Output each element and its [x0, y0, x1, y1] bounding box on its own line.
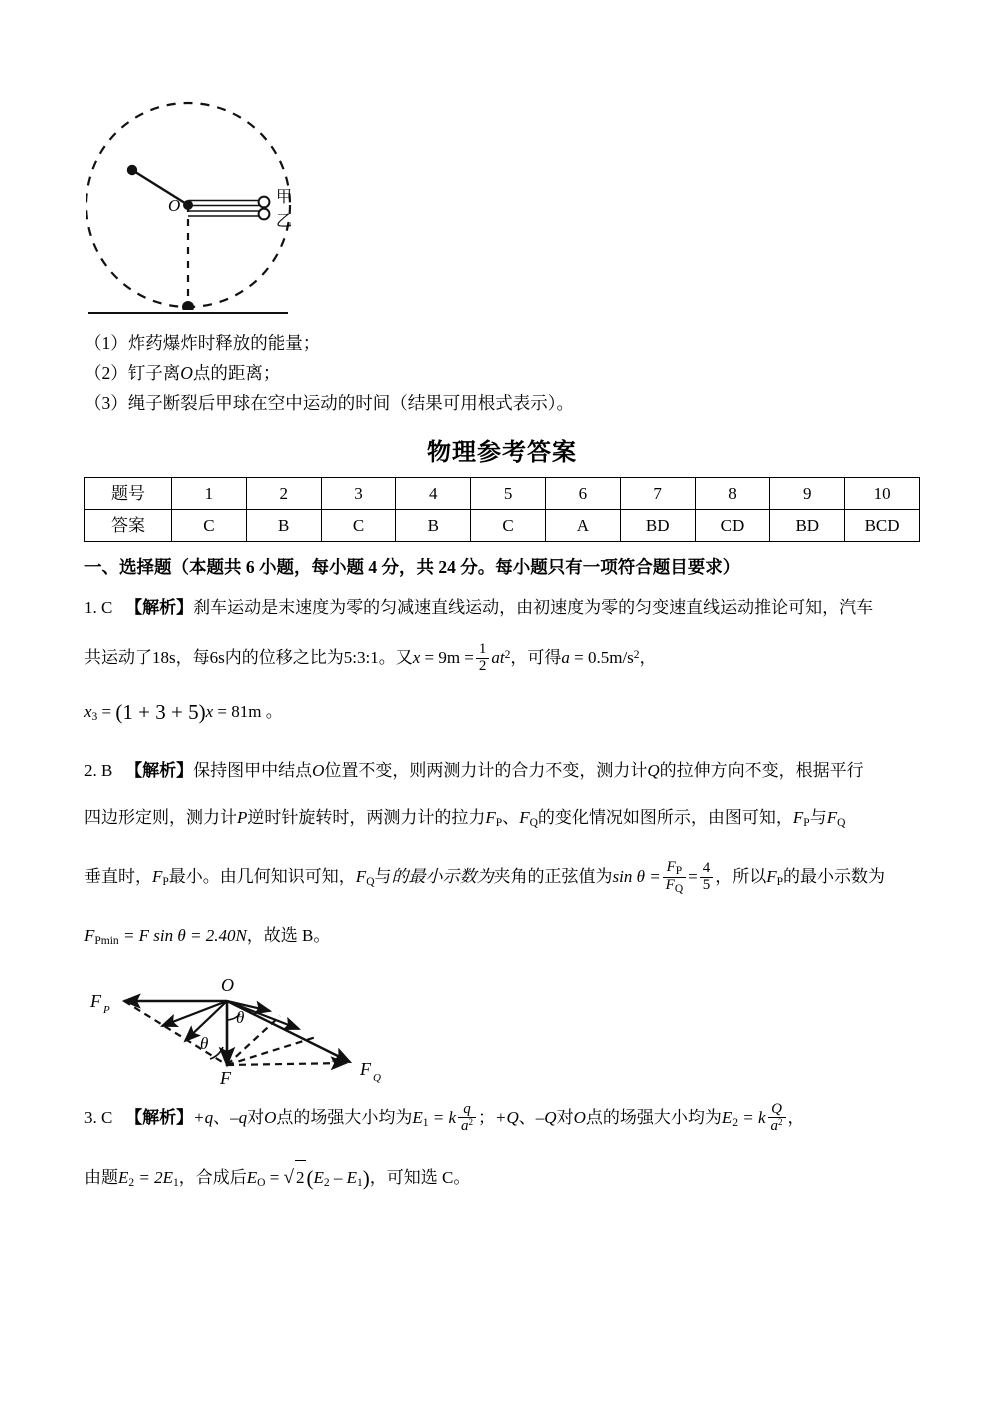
question-item-1 [84, 328, 920, 358]
label-O: O [168, 196, 181, 215]
s1-at: at [491, 648, 505, 667]
s2-l1-b: 位置不变，则两测力计的合力不变，测力计 [324, 761, 648, 781]
s2-l1-var-Q: Q [647, 761, 660, 781]
dashed-F-to-FQ [227, 1063, 346, 1065]
s2-l3-fq-sub: Q [366, 876, 375, 889]
solution-1-answer: C [101, 598, 113, 617]
label-FP: F [90, 991, 101, 1012]
solution-2-tag: 【解析】 [125, 761, 194, 781]
s2-frac2-num: 4 [702, 860, 711, 877]
table-cell-answer: C [321, 510, 396, 542]
solution-2-line-4 [84, 919, 920, 958]
table-cell-number: 8 [695, 478, 770, 510]
dashed-F-fan-2 [227, 1037, 316, 1065]
s1-x3: x [84, 702, 92, 722]
s3-E1b: E [346, 1168, 358, 1188]
s2-eq2: = [688, 867, 698, 887]
label-jia: 甲 [276, 189, 293, 206]
s3-l1-semi: ； [478, 1108, 496, 1128]
ball-jia [259, 197, 270, 208]
s3-l2-c: ，可知选 C。 [369, 1168, 471, 1188]
table-cell-answer: BD [620, 510, 695, 542]
s3-E1b-sub: 1 [357, 1177, 363, 1190]
s3-l1-comma: ， [787, 1108, 805, 1128]
s3-l2-E2-sub: 2 [128, 1177, 135, 1190]
row-label-number: 题号 [85, 478, 172, 510]
s1-l3-period: 。 [265, 702, 283, 722]
table-cell-answer: BD [770, 510, 845, 542]
s3-l2-b: ，合成后 [178, 1168, 247, 1188]
s3-l1-b: 、 [213, 1108, 231, 1128]
s2-fp: F [485, 808, 496, 828]
question-2-post: 点的距离； [192, 363, 281, 383]
s3-frac1-num: q [463, 1100, 471, 1117]
solution-2-line-2 [84, 801, 920, 840]
s2-l1-c: 的拉伸方向不变，根据平行 [659, 761, 864, 781]
solution-1 [84, 591, 920, 734]
s2-frac-fp-fq [663, 860, 686, 895]
table-cell-answer: B [246, 510, 321, 542]
s2-l4-eq: = F sin θ = 2.40N [122, 926, 247, 946]
s3-E2b-sub: 2 [323, 1177, 330, 1190]
s3-EO: E [246, 1168, 258, 1188]
ground-line [88, 312, 288, 314]
solution-1-line-2 [84, 638, 920, 675]
table-cell-number: 2 [246, 478, 321, 510]
s1-frac-den: 2 [476, 658, 490, 675]
s1-a-sup: 2 [633, 649, 640, 661]
s1-x3-sub: 3 [91, 711, 98, 724]
s2-l3-f: 的最小示数为 [783, 867, 886, 887]
solution-2-answer: B [101, 761, 113, 781]
s2-l1-a: 保持图甲中结点 [193, 761, 313, 781]
answer-table [84, 477, 920, 542]
solution-3 [84, 1101, 920, 1200]
s2-l3-F: 的最小示数为 [391, 867, 494, 887]
table-cell-answer: CD [695, 510, 770, 542]
s2-fpmin: F [84, 926, 95, 946]
table-cell-answer: C [172, 510, 247, 542]
s3-E1: E [412, 1108, 423, 1128]
s3-l1-h: 点的场强大小均为 [585, 1108, 722, 1128]
s2-l2-e: 与 [809, 808, 827, 828]
ball-bottom [182, 301, 194, 310]
s2-frac2-den: 5 [700, 877, 714, 894]
s1-at-sup: 2 [504, 649, 511, 661]
s1-l2-ratio: 5:3:1 [343, 648, 379, 667]
s3-l2-eq2: = [269, 1168, 280, 1188]
solution-1-line-1: 1. C 【解析】刹车运动是末速度为零的匀减速直线运动，由初速度为零的匀变速直线运动推论可知，汽车 [84, 598, 874, 617]
question-2-var: O [180, 363, 193, 383]
s3-E2b: E [313, 1168, 324, 1188]
s3-E2: E [721, 1108, 733, 1128]
s3-frac1-den-sup: 2 [468, 1117, 474, 1128]
s3-E1-sub: 1 [422, 1117, 429, 1130]
vector-O-to-FQ [227, 1001, 350, 1062]
label-FQ: F [360, 1059, 371, 1080]
s3-radical-sign: √ [283, 1167, 294, 1189]
s3-radicand: 2 [295, 1160, 307, 1195]
s2-l2-a: 四边形定则，测力计 [84, 808, 237, 828]
solution-2-line-3 [84, 860, 920, 899]
s2-l3-fp-sub: P [162, 876, 169, 889]
question-2-pre: （2）钉子离 [84, 363, 181, 383]
table-cell-number: 5 [471, 478, 546, 510]
s3-paren-close: ) [362, 1166, 370, 1191]
s3-l1-g: 对 [556, 1108, 574, 1128]
s1-l2-e: ，可得 [510, 648, 562, 667]
s2-l3-fp2: F [766, 867, 777, 887]
s1-l3-paren: (1 + 3 + 5) [115, 700, 206, 725]
s2-fp-sub: P [495, 817, 503, 830]
s1-l2-a: 共运动了 [84, 648, 152, 667]
table-cell-number: 10 [845, 478, 920, 510]
s1-var-a: a [561, 648, 570, 667]
s3-EO-sub: O [257, 1177, 266, 1190]
s1-frac-num: 1 [478, 640, 487, 657]
solution-2 [84, 754, 920, 958]
ball-yi [259, 209, 270, 220]
s3-eq1: = k [432, 1108, 457, 1128]
label-theta-2: θ [200, 1034, 209, 1054]
label-O: O [221, 975, 234, 996]
s2-l3-e: ，所以 [715, 867, 767, 887]
s3-frac-Q-a2 [768, 1102, 786, 1136]
s3-l1-O: O [264, 1108, 277, 1128]
s3-minus: – [333, 1168, 343, 1188]
s3-l1-e: 点的场强大小均为 [276, 1108, 413, 1128]
s1-l2-t2: 6s [209, 648, 225, 667]
label-FQ-subscript: Q [373, 1072, 381, 1085]
solution-3-id: 3 [84, 1108, 93, 1128]
s3-l1-d: 对 [247, 1108, 265, 1128]
s3-eq2: = k [742, 1108, 766, 1128]
rope-circle-svg [86, 30, 366, 310]
s3-plus-Q: +Q [495, 1108, 519, 1128]
table-cell-answer: A [545, 510, 620, 542]
question-item-3 [84, 388, 920, 418]
s3-frac2-den: a [770, 1118, 779, 1135]
section-heading: 一、选择题（本题共 6 小题，每小题 4 分，共 24 分。每小题只有一项符合题目要求） [84, 557, 741, 577]
s3-plus-q: +q [193, 1108, 214, 1128]
solution-2-line-1: 2. B 【解析】保持图甲中结点O位置不变，则两测力计的合力不变，测力计Q的拉伸方向不变，根据平行 [84, 761, 864, 781]
solution-3-tag: 【解析】 [125, 1108, 194, 1128]
page-title: 物理参考答案 [427, 440, 577, 466]
s2-l3-fp: F [152, 867, 163, 887]
s1-var-x: x [412, 648, 421, 667]
dashed-FP-to-F [124, 1001, 227, 1065]
s2-l3-d: 夹角的正弦值为 [493, 867, 613, 887]
s3-l2-eq: = 2E [138, 1168, 173, 1188]
s2-l2-d: 的变化情况如图所示，由图可知， [537, 808, 793, 828]
solution-3-line-2 [84, 1160, 920, 1200]
s3-l2-E2: E [118, 1168, 129, 1188]
table-cell-number: 3 [321, 478, 396, 510]
s1-l2-d: 。又 [378, 648, 413, 667]
s2-l3-a: 垂直时， [84, 867, 152, 887]
s3-frac2-num: Q [771, 1100, 782, 1117]
table-cell-answer: C [471, 510, 546, 542]
s3-paren-open: ( [306, 1166, 314, 1191]
s1-l2-c: 内的位移之比为 [224, 648, 344, 667]
table-cell-answer: B [396, 510, 471, 542]
s3-minus-q: –q [230, 1108, 248, 1128]
s2-frac-4-5 [700, 861, 714, 894]
solution-1-tag: 【解析】 [125, 598, 194, 617]
s2-l3-b: 最小。由几何知识可知， [168, 867, 356, 887]
s1-l3-eq: = [101, 702, 112, 722]
s2-l1-var-O: O [312, 761, 325, 781]
s1-fraction-half [476, 642, 490, 675]
s3-l1-O2: O [573, 1108, 586, 1128]
rope-circle-diagram [86, 30, 366, 310]
s3-E2-sub: 2 [732, 1117, 738, 1130]
s2-l2-b: 逆时针旋转时，两测力计的拉力 [247, 808, 486, 828]
vector-O-fan-1 [162, 1001, 227, 1026]
s2-fp2: F [792, 808, 804, 828]
s2-l2-var-P: P [237, 808, 248, 828]
label-FP-subscript: P [103, 1004, 110, 1017]
s2-fq: F [519, 808, 530, 828]
table-cell-number: 6 [545, 478, 620, 510]
page-content [84, 30, 920, 1213]
solution-1-id: 1 [84, 598, 93, 617]
s2-frac1-num-sub: P [675, 864, 683, 877]
s2-fpmin-sub: Pmin [94, 935, 119, 948]
s2-l3-c: 与 [374, 867, 392, 887]
table-cell-answer: BCD [845, 510, 920, 542]
table-row-answers [85, 510, 920, 542]
force-polygon-diagram [84, 971, 414, 1089]
row-label-answer: 答案 [85, 510, 172, 542]
solution-1-line-3 [84, 695, 920, 734]
s2-frac1-den-sub: Q [674, 882, 684, 895]
s2-frac1-den: F [665, 876, 675, 893]
solution-3-answer: C [101, 1108, 113, 1128]
solution-2-id: 2 [84, 761, 93, 781]
s2-sin-eq: sin θ = [612, 867, 661, 887]
s3-frac2-den-sup: 2 [778, 1117, 783, 1128]
s2-fq2: F [826, 808, 838, 828]
table-row-numbers [85, 478, 920, 510]
s2-fp2-sub: P [803, 817, 810, 830]
label-theta-1: θ [236, 1008, 245, 1028]
force-polygon-svg [84, 971, 414, 1089]
s2-l4-tail: ，故选 B。 [246, 926, 331, 946]
s1-l2-b: ，每 [175, 648, 210, 667]
ball-upper-left [127, 165, 137, 175]
solution-1-text-1: 刹车运动是末速度为零的匀减速直线运动，由初速度为零的匀变速直线运动推论可知，汽车 [193, 598, 874, 617]
s2-fq-sub: Q [529, 817, 538, 830]
solution-3-line-1: 3. C 【解析】+q、–q对O点的场强大小均为$E_1 = k$ $\frac{q}{a^2}$ ；+Q、–Q对O点的场强大小均为$E_2 = k$ $\frac{Q}{a^2}$ ， [84, 1100, 805, 1135]
question-item-2 [84, 358, 920, 388]
table-cell-number: 1 [172, 478, 247, 510]
s3-frac1-den: a [461, 1118, 469, 1135]
label-yi: 乙 [276, 213, 293, 230]
s2-l3-fq: F [355, 867, 367, 887]
s3-l1-f: 、 [518, 1108, 536, 1128]
question-3-text: （3）绳子断裂后甲球在空中运动的时间（结果可用根式表示）。 [84, 393, 574, 413]
s3-minus-Q: –Q [535, 1108, 557, 1128]
s3-l2-E1-sub: 1 [173, 1177, 179, 1190]
s3-l2-a: 由题 [84, 1168, 118, 1188]
s1-l3-val: = 81m [217, 702, 262, 722]
s2-l3-fp2-sub: P [776, 876, 784, 889]
s1-l3-x: x [205, 702, 214, 722]
s1-a-val: = 0.5m/s [574, 648, 634, 667]
s1-l2-t: 18s [152, 648, 176, 667]
s2-fq2-sub: Q [837, 817, 846, 830]
label-F: F [220, 1068, 231, 1089]
s1-l2-f: ， [639, 648, 657, 667]
s3-frac-q-a2 [458, 1102, 476, 1136]
s2-l2-c: 、 [502, 808, 520, 828]
s1-eq: = 9m = [424, 648, 474, 667]
table-cell-number: 9 [770, 478, 845, 510]
question-list [84, 328, 920, 418]
table-cell-number: 4 [396, 478, 471, 510]
question-1-text: （1）炸药爆炸时释放的能量； [84, 333, 321, 353]
table-cell-number: 7 [620, 478, 695, 510]
s2-frac1-num: F [666, 858, 676, 875]
